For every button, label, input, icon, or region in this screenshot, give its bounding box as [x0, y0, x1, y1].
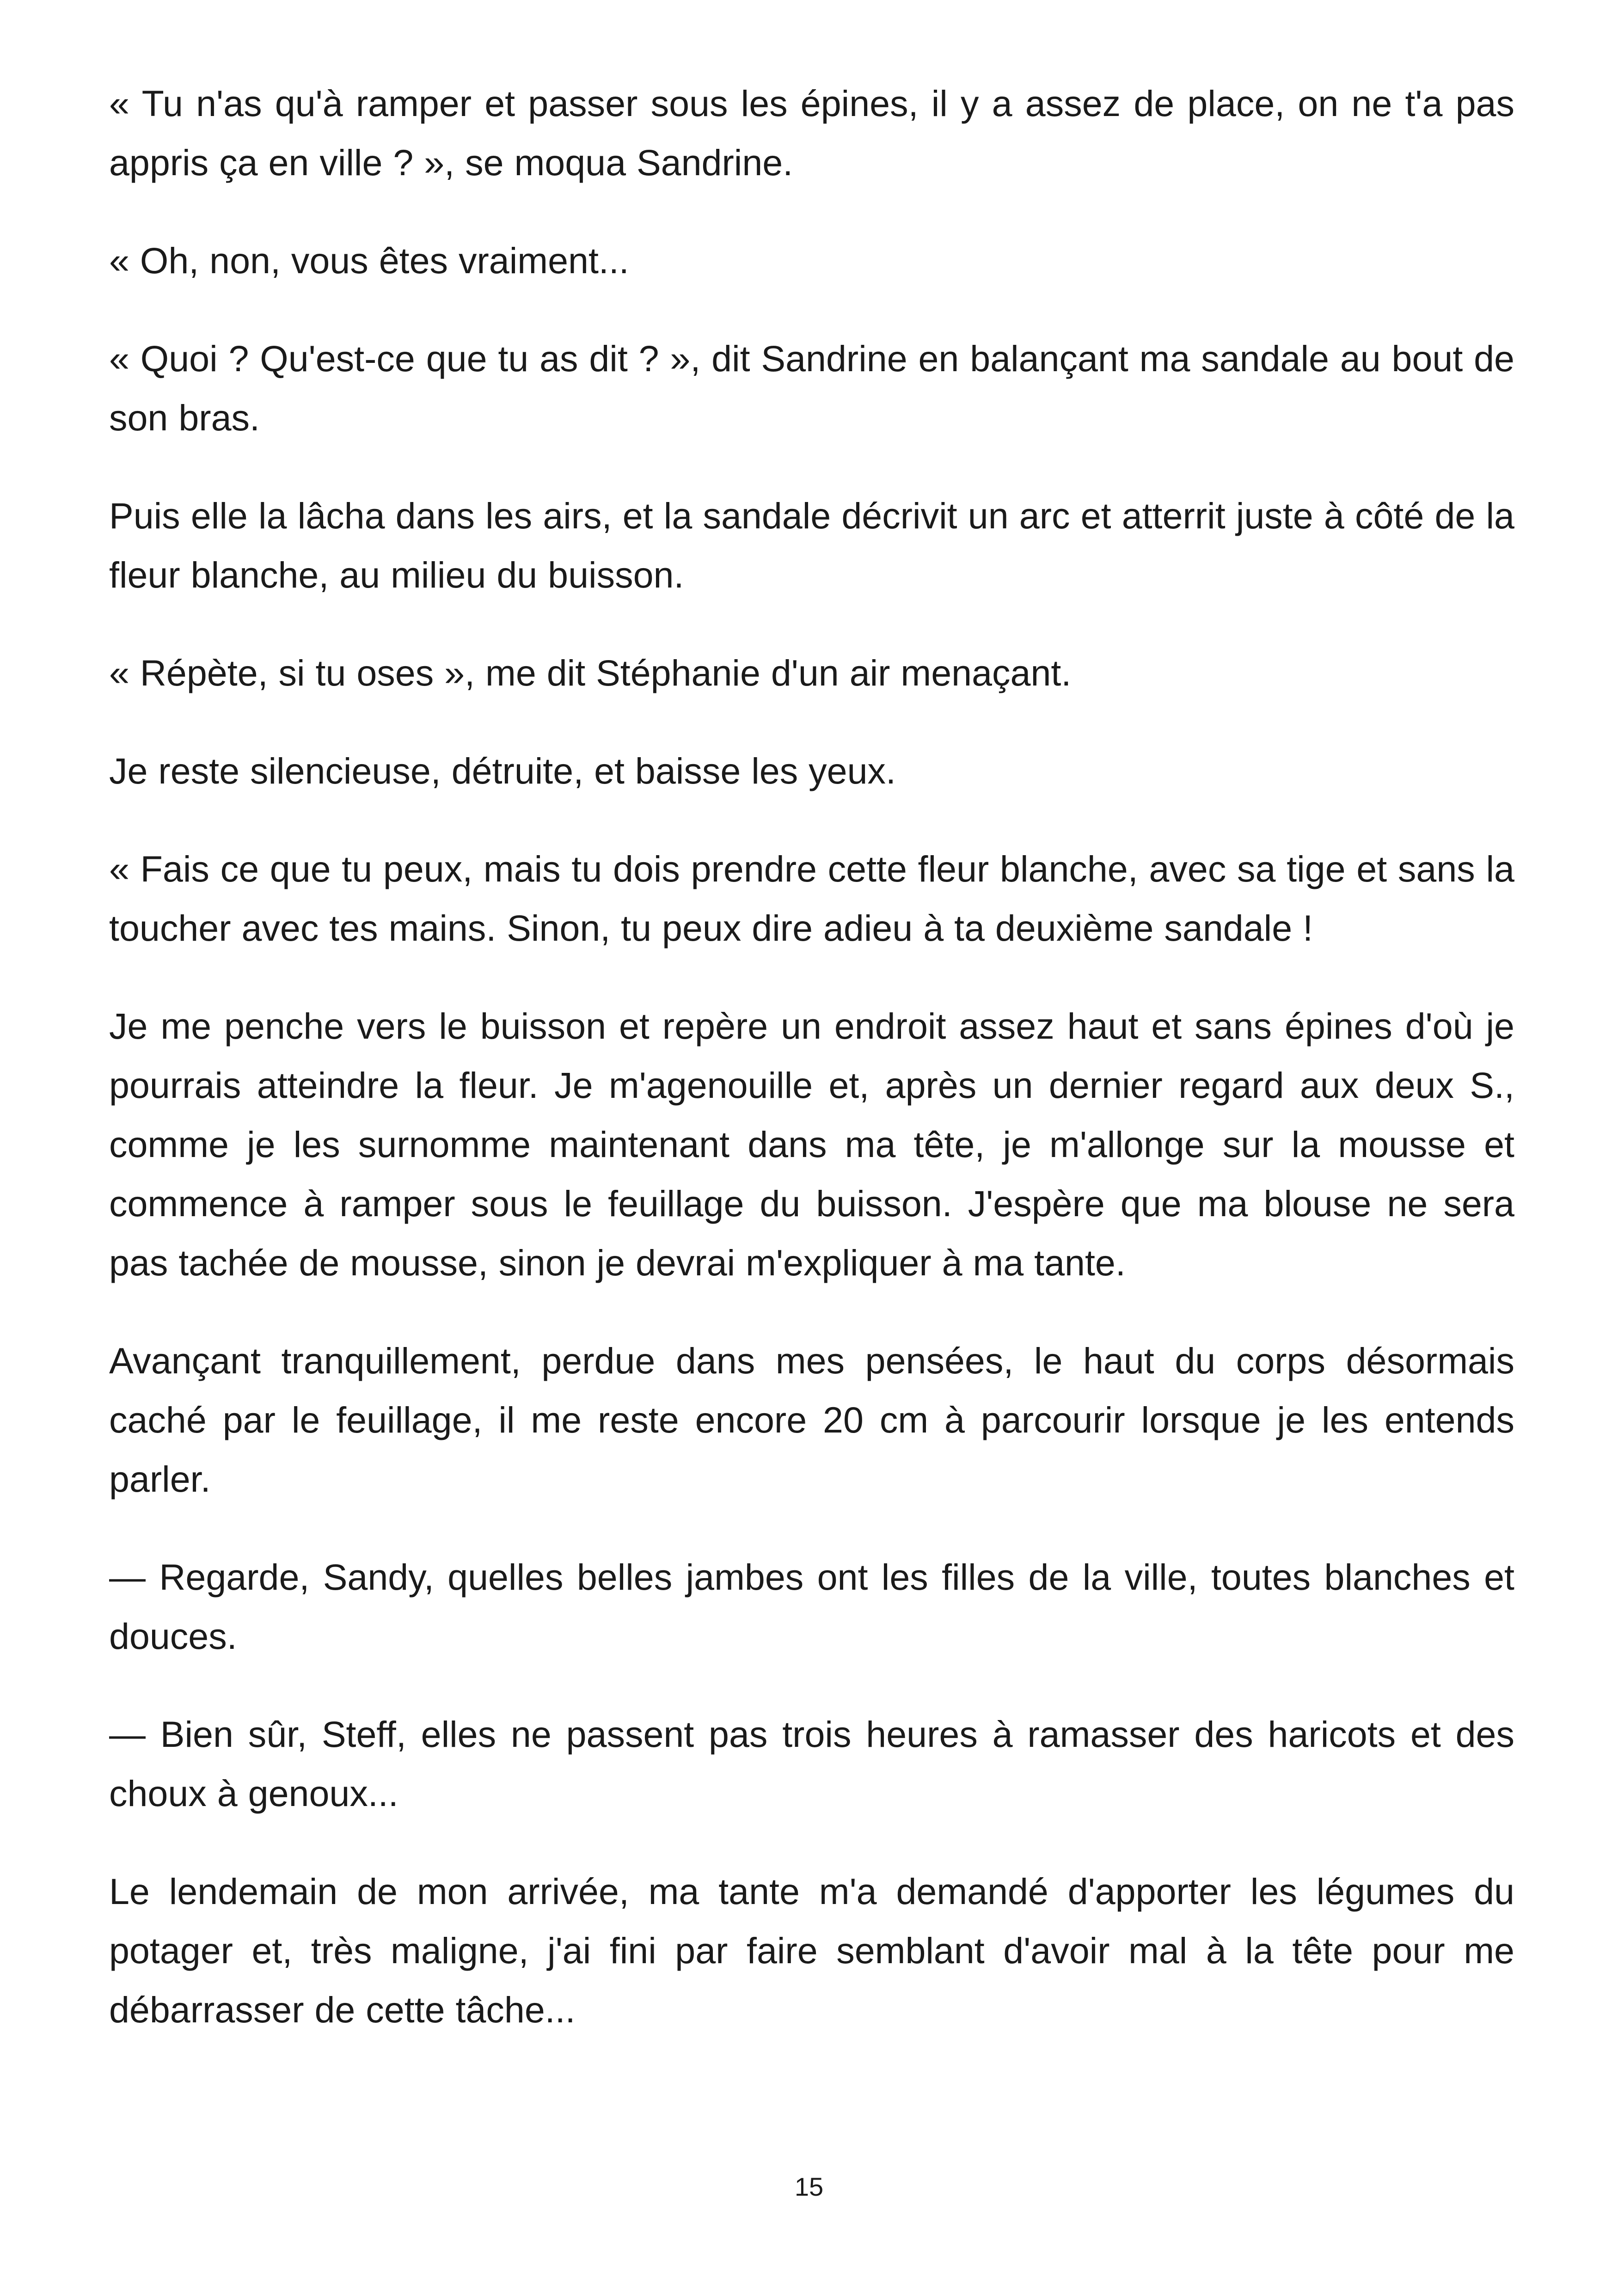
paragraph: « Tu n'as qu'à ramper et passer sous les épines, il y a assez de place, on ne t'a pas appris ça en ville ? », se moqua Sandrine. [109, 83, 1514, 183]
paragraph: Je reste silencieuse, détruite, et baisse les yeux. [109, 750, 896, 791]
paragraph: Je me penche vers le buisson et repère un endroit assez haut et sans épines d'où je pourrais atteindre la fleur. Je m'agenouille et, après un dernier regard aux deux S., comme je les surnomme maintenant dans ma tête, je m'allonge sur la mousse et commence à ramper sous le feuillage du buisson. J'espère que ma blouse ne sera pas tachée de mousse, sinon je devrai m'expliquer à ma tante. [109, 1005, 1514, 1283]
page-number: 15 [794, 2172, 824, 2201]
paragraph: Le lendemain de mon arrivée, ma tante m'a demandé d'apporter les légumes du potager et, très maligne, j'ai fini par faire semblant d'avoir mal à la tête pour me débarrasser de cette tâche... [109, 1871, 1514, 2030]
paragraph: « Répète, si tu oses », me dit Stéphanie d'un air menaçant. [109, 652, 1072, 693]
paragraph: « Oh, non, vous êtes vraiment... [109, 240, 629, 281]
paragraph: Puis elle la lâcha dans les airs, et la sandale décrivit un arc et atterrit juste à côté de la fleur blanche, au milieu du buisson. [109, 495, 1514, 595]
paragraph: « Fais ce que tu peux, mais tu dois prendre cette fleur blanche, avec sa tige et sans la toucher avec tes mains. Sinon, tu peux dire adieu à ta deuxième sandale ! [109, 848, 1514, 949]
paragraph: Avançant tranquillement, perdue dans mes pensées, le haut du corps désormais caché par le feuillage, il me reste encore 20 cm à parcourir lorsque je les entends parler. [109, 1340, 1514, 1500]
paragraph: — Bien sûr, Steff, elles ne passent pas trois heures à ramasser des haricots et des choux à genoux... [109, 1714, 1514, 1814]
body-text [109, 74, 1514, 2078]
paragraph: — Regarde, Sandy, quelles belles jambes ont les filles de la ville, toutes blanches et douces. [109, 1556, 1514, 1657]
paragraph: « Quoi ? Qu'est-ce que tu as dit ? », dit Sandrine en balançant ma sandale au bout de son bras. [109, 338, 1514, 438]
